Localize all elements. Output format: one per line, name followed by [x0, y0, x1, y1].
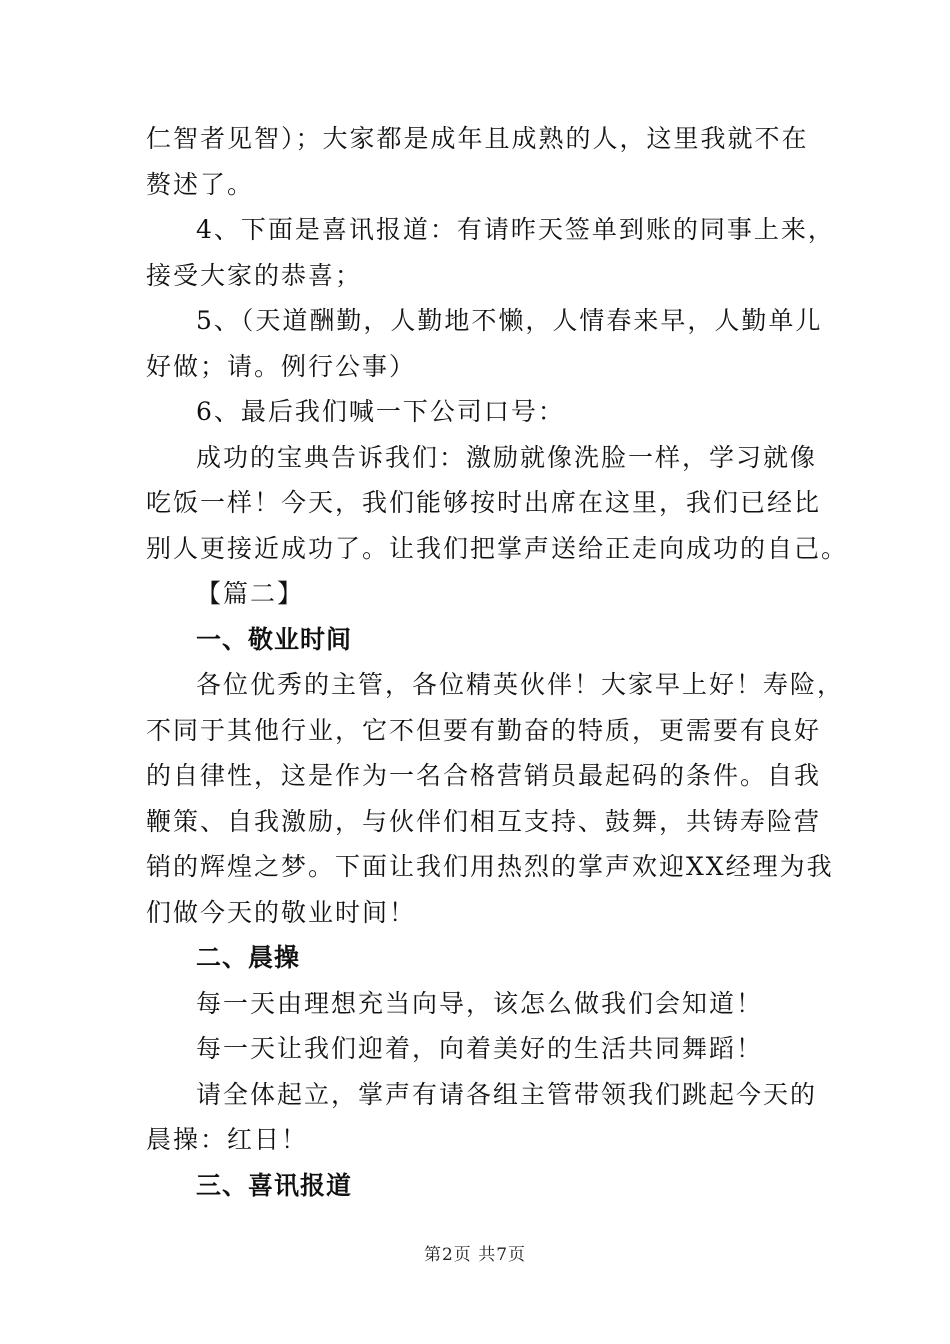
section-heading: 二、晨操 — [196, 943, 301, 972]
text-line: 每一天由理想充当向导，该怎么做我们会知道！ — [196, 988, 764, 1018]
text-line: 们做今天的敬业时间！ — [146, 897, 417, 927]
text-line: 的自律性，这是作为一名合格营销员最起码的条件。自我 — [146, 761, 822, 790]
text-line: 别人更接近成功了。让我们把掌声送给正走向成功的自己。 — [146, 533, 849, 563]
text-line: 各位优秀的主管，各位精英伙伴！大家早上好！寿险， — [196, 670, 845, 699]
text-line: 赘述了。 — [146, 169, 255, 199]
text-line: 仁智者见智）；大家都是成年且成熟的人，这里我就不在 — [146, 124, 809, 153]
text-line: 每一天让我们迎着，向着美好的生活共同舞蹈！ — [196, 1034, 764, 1063]
text-line: 销的辉煌之梦。下面让我们用热烈的掌声欢迎XX经理为我 — [146, 852, 834, 881]
text-line: 6、最后我们喊一下公司口号： — [196, 397, 565, 426]
text-line: 5、（天道酬勤，人勤地不懒，人情春来早，人勤单儿 — [196, 306, 823, 335]
text-line: 成功的宝典告诉我们：激励就像洗脸一样，学习就像 — [196, 442, 818, 472]
document-body — [146, 116, 849, 1208]
text-line: 好做；请。例行公事） — [146, 351, 417, 381]
text-line: 晨操：红日！ — [146, 1125, 309, 1154]
text-line: 4、下面是喜讯报道：有请昨天签单到账的同事上来， — [196, 215, 835, 244]
page-footer: 第2页 共7页 — [423, 1245, 527, 1265]
text-line: 鞭策、自我激励，与伙伴们相互支持、鼓舞，共铸寿险营 — [146, 806, 822, 836]
text-line: 不同于其他行业，它不但要有勤奋的特质，更需要有良好 — [146, 715, 822, 745]
text-line: 吃饭一样！今天，我们能够按时出席在这里，我们已经比 — [146, 488, 822, 517]
section-heading: 三、喜讯报道 — [196, 1170, 353, 1200]
text-line: 【篇二】 — [196, 579, 305, 608]
text-line: 接受大家的恭喜； — [146, 260, 363, 290]
text-line: 请全体起立，掌声有请各组主管带领我们跳起今天的 — [196, 1079, 818, 1109]
section-heading: 一、敬业时间 — [196, 624, 353, 654]
